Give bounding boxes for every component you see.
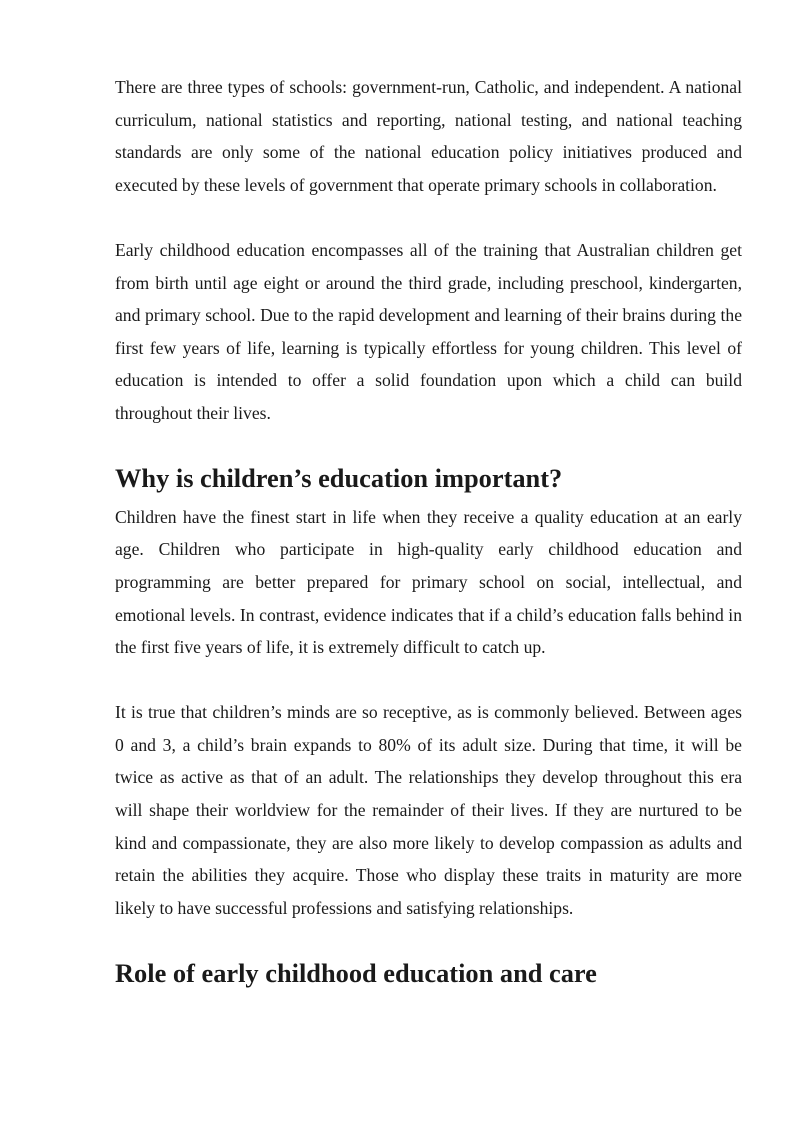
paragraph-spacer: [115, 201, 742, 234]
section-heading-importance: Why is children’s education important?: [115, 463, 563, 494]
paragraph-spacer: [115, 924, 742, 957]
section-heading-role: Role of early childhood education and care: [115, 958, 597, 989]
paragraph-quality-education: Children have the finest start in life when they receive a quality education at an early age. Children who participate in high-quality early childhood education and programming are better prepared for primary school on social, intellectual, and emotional levels. In contrast, evidence indicates that if a child’s education falls behind in the first five years of life, it is extremely difficult to catch up.: [115, 506, 742, 658]
paragraph-receptive-minds: It is true that children’s minds are so receptive, as is commonly believed. Between ages 0 and 3, a child’s brain expands to 80% of its adult size. During that time, it will be twice as active as that of an adult. The relationships they develop throughout this era will shape their worldview for the remainder of their lives. If they are nurtured to be kind and compassionate, they are also more likely to develop compassion as adults and retain the abilities they acquire. Those who display these traits in maturity are more likely to have successful professions and satisfying relationships.: [115, 702, 742, 918]
document-body: [115, 71, 742, 990]
paragraph-spacer: [115, 430, 742, 463]
paragraph-school-types: There are three types of schools: government-run, Catholic, and independent. A national curriculum, national statistics and reporting, national testing, and national teaching standards are only some of the national education policy initiatives produced and executed by these levels of government that operate primary schools in collaboration.: [115, 77, 742, 195]
paragraph-early-childhood-education: Early childhood education encompasses all of the training that Australian children get from birth until age eight or around the third grade, including preschool, kindergarten, and primary school. Due to the rapid development and learning of their brains during the first few years of life, learning is typically effortless for young children. This level of education is intended to offer a solid foundation upon which a child can build throughout their lives.: [115, 239, 742, 423]
paragraph-spacer: [115, 664, 742, 697]
